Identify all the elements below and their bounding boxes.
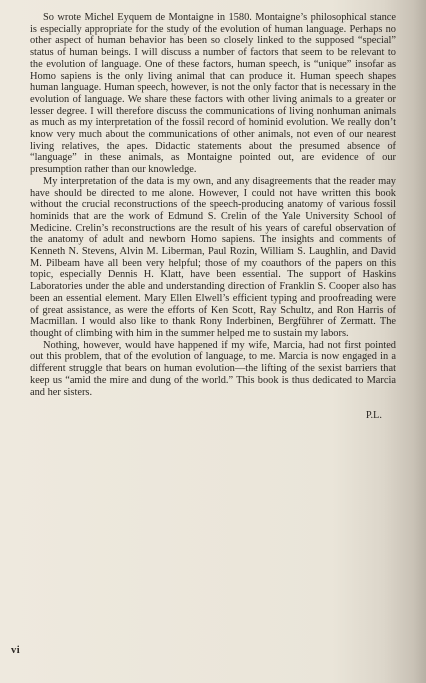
paragraph-acknowledgments: My interpretation of the data is my own, and any disagreements that the reader may have should be directed to me alone. However, I could not have written this book without the crucial reconstructions of the speech-producing anatomy of various fossil hominids that are the work of Edmund S. Crelin of the Yale University School of Medicine. Crelin’s reconstructions are the result of his years of careful observation of the anatomy of adult and newborn Homo sapiens. The insights and comments of Kenneth N. Stevens, Alvin M. Liberman, Paul Rozin, William S. Laughlin, and David M. Pilbeam have all been very helpful; those of my coauthors of the papers on this topic, especially Dennis H. Klatt, have been essential. The support of Haskins Laboratories under the able and understanding direction of Franklin S. Cooper also has been an essential element. Mary Ellen Elwell’s efficient typing and proofreading were of great assistance, as were the efforts of Ken Scott, Ray Schultz, and Ron Harris of Macmillan. I would also like to thank Rony Inderbinen, Bergführer of Zermatt. The thought of climbing with him in the summer helped me to sustain my labors. — [30, 175, 396, 339]
paragraph-montaigne: So wrote Michel Eyquem de Montaigne in 1580. Montaigne’s philosophical stance is especially appropriate for the study of the evolution of human language. Perhaps no other aspect of human behavior has been so closely linked to the supposed “special” status of human beings. I will discuss a number of factors that seem to be relevant to the evolution of language. One of these factors, human speech, is “unique” insofar as Homo sapiens is the only living animal that can produce it. Human speech shapes human language. Human speech, however, is not the only factor that is necessary in the evolution of language. We share these factors with other living animals to a greater or lesser degree. I will therefore discuss the communications of living nonhuman animals as much as my interpretation of the fossil record of hominid evolution. We really don’t know very much about the communications of other animals, not even of our nearest living relatives, the apes. Didactic statements about the presumed absence of “language” in these animals, as Montaigne pointed out, are evidence of our presumption rather than our knowledge. — [30, 12, 396, 176]
body-text — [30, 12, 396, 422]
author-initials: P.L. — [365, 410, 382, 422]
page-number: vi — [11, 645, 21, 656]
paragraph-dedication: Nothing, however, would have happened if my wife, Marcia, had not first pointed out this problem, that of the evolution of language, to me. Marcia is now engaged in a different struggle that bears on human evolution—the lifting of the sexist barriers that keep us “amid the mire and dung of the world.” This book is thus dedicated to Marcia and her sisters. — [30, 339, 396, 398]
